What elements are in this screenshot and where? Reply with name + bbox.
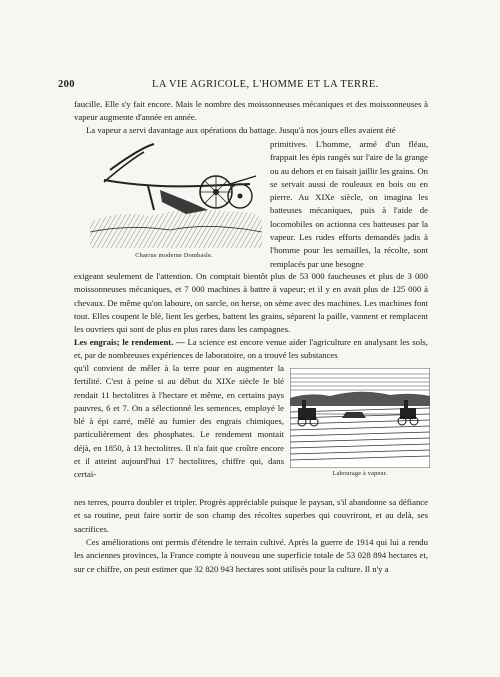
paragraph-3-text-a: La science est encore venue aider l'agriculture en analysant les sols, et, par de nombreuses expériences de laboratoire, on a trouvé les substances <box>74 337 428 361</box>
page-header <box>58 79 448 93</box>
running-title: LA VIE AGRICOLE, L'HOMME ET LA TERRE. <box>152 79 379 90</box>
paragraph-3-text-b: qu'il convient de mêler à la terre pour en augmenter la fertilité. C'est à peine si au début du XIXe siècle le blé rendait 11 hectolitres à l'hectare et même, en certains pays pauvres, 6 et 7. On a sélectionné les semences, employé le blé à épi carré, mêlé au fumier des engrais chimiques, particulièrement des phosphates. Le rendement montait déjà, en 1850, à 13 hectolitres. Il n'a fait que croître encore et il atteint aujourd'hui 17 hectolitres, chiffre qui, dans certai- <box>74 363 284 480</box>
paragraph-3-text-c: nes terres, pourra doubler et tripler. Progrès appréciable puisque le paysan, s'il abandonne sa défiance et sa routine, peut faire sortir de son champ des récoltes superbes qui couvriront, et au delà, ses sacrifices. <box>74 497 428 534</box>
section-heading: Les engrais; le rendement. — <box>74 337 185 347</box>
paragraph-2-text-b: primitives. L'homme, armé d'un fléau, frappait les épis rangés sur l'aire de la grange ou au dehors et en faisait jaillir les grains. On se servait aussi de rouleaux en bois ou en pierre. Au XIXe siècle, on imagina les batteuses mécaniques, puis à l'aide de locomobiles on actionna ces batteuses par la vapeur. Les rudes efforts demandés jadis à l'homme pour les semailles, la récolte, sont remplacés par une besogne <box>270 139 428 269</box>
paragraph-1 <box>74 98 428 125</box>
paragraph-2-start <box>74 124 428 137</box>
paragraph-2-text-a: La vapeur a servi davantage aux opérations du battage. Jusqu'à nos jours elles avaient été <box>86 125 396 135</box>
plough-illustration <box>90 140 262 250</box>
steam-ploughing-caption: Labourage à vapeur. <box>332 470 388 477</box>
paragraph-3-column <box>74 362 284 482</box>
paragraph-4 <box>74 536 428 576</box>
steam-ploughing-illustration <box>290 368 430 468</box>
paragraph-2-text-c: exigeant seulement de l'attention. On comptait bientôt plus de 53 000 faucheuses et plus de 3 000 moissonneuses mécaniques, et 7 000 machines à battre à vapeur; et il y en avait plus de 125 000 à chevaux. De même qu'on laboure, on sarcle, on herse, on sème avec des machines. Les machines font tout. Elles coupent le blé, lient les gerbes, battent les grains, séparent la paille, vannent et remplacent les ouvriers qui sont de plus en plus rares dans les campagnes. <box>74 271 428 335</box>
paragraph-4-text: Ces améliorations ont permis d'étendre le terrain cultivé. Après la guerre de 1914 qui lui a rendu les anciennes provinces, la France compte à nouveau une superficie totale de 53 028 894 hectares et, sur ce chiffre, on peut estimer que 32 820 943 hectares sont utilisés pour la culture. Il n'y a <box>74 537 428 574</box>
paragraph-2-column <box>270 138 428 271</box>
page-number: 200 <box>58 79 75 90</box>
plough-caption: Charrue moderne Dombasle. <box>135 252 213 259</box>
paragraph-3-continued <box>74 496 428 536</box>
paragraph-3-start <box>74 336 428 363</box>
paragraph-1-text: faucille. Elle s'y fait encore. Mais le nombre des moissonneuses mécaniques et des moissonneuses à vapeur augmente d'année en année. <box>74 99 428 123</box>
paragraph-2-continued <box>74 270 428 336</box>
